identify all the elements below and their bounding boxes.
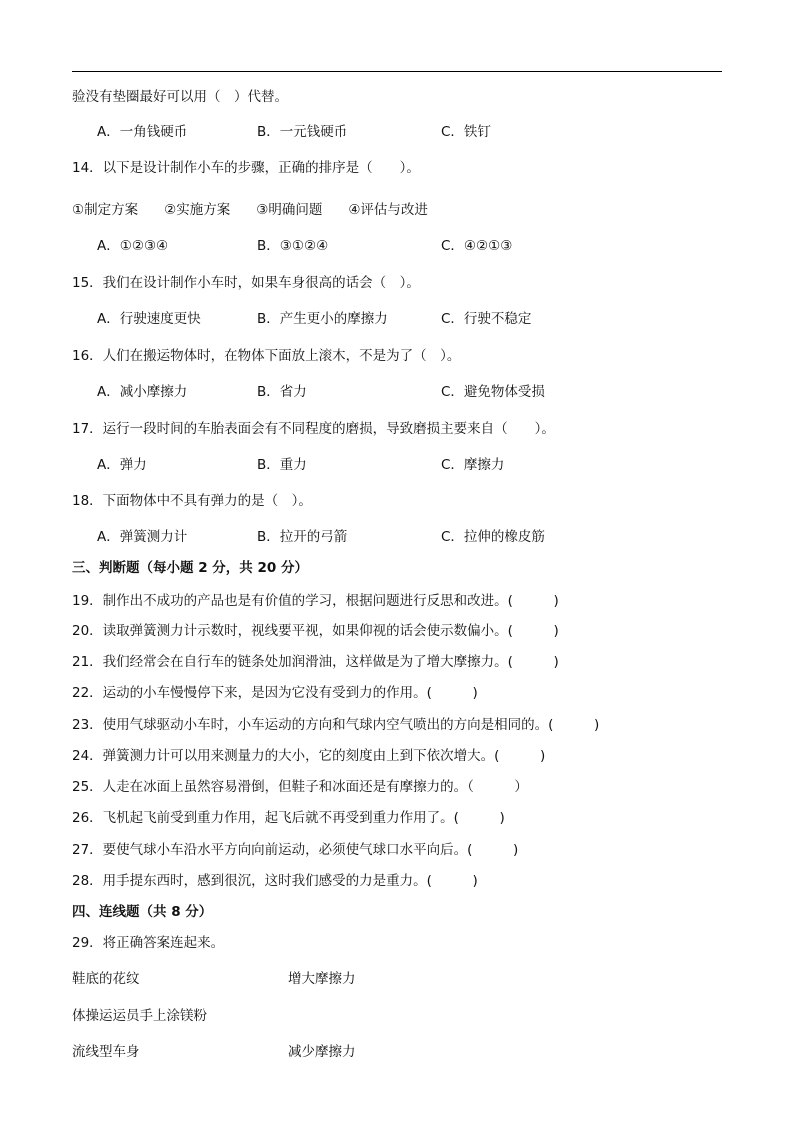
q15-option-a: A．行驶速度更快 xyxy=(97,311,201,327)
q14-step-4: ④评估与改进 xyxy=(348,202,428,218)
judge-item-25: 25．人走在冰面上虽然容易滑倒，但鞋子和冰面还是有摩擦力的。（ ） xyxy=(72,779,528,795)
q16-option-a: A．减小摩擦力 xyxy=(97,384,188,400)
q14-option-c: C．④②①③ xyxy=(441,238,513,254)
section-3-heading: 三、判断题（每小题 2 分，共 20 分） xyxy=(72,560,308,576)
q17-option-b: B．重力 xyxy=(257,457,307,473)
section-4-heading: 四、连线题（共 8 分） xyxy=(72,904,213,920)
q17-option-a: A．弹力 xyxy=(97,457,147,473)
q29-stem: 29．将正确答案连起来。 xyxy=(72,935,225,951)
q14-option-b: B．③①②④ xyxy=(257,238,329,254)
match-left-2: 体操运运员手上涂镁粉 xyxy=(72,1008,207,1024)
q18-option-c: C．拉伸的橡皮筋 xyxy=(441,529,545,545)
q14-steps xyxy=(72,201,454,219)
judge-item-24: 24．弹簧测力计可以用来测量力的大小，它的刻度由上到下依次增大。( ) xyxy=(72,748,546,764)
match-right-1: 增大摩擦力 xyxy=(288,971,356,987)
q18-stem: 18．下面物体中不具有弹力的是（ ）。 xyxy=(72,493,312,509)
q17-stem: 17．运行一段时间的车胎表面会有不同程度的磨损，导致磨损主要来自（ ）。 xyxy=(72,421,555,437)
judge-item-20: 20．读取弹簧测力计示数时，视线要平视，如果仰视的话会使示数偏小。( ) xyxy=(72,623,559,639)
q16-option-b: B．省力 xyxy=(257,384,307,400)
q14-step-2: ②实施方案 xyxy=(164,202,231,218)
q13-option-c: C．铁钉 xyxy=(441,124,491,140)
header-rule xyxy=(72,71,722,72)
q14-step-1: ①制定方案 xyxy=(72,202,139,218)
q14-step-3: ③明确问题 xyxy=(256,202,323,218)
judge-item-26: 26．飞机起飞前受到重力作用，起飞后就不再受到重力作用了。( ) xyxy=(72,810,505,826)
q16-option-c: C．避免物体受损 xyxy=(441,384,545,400)
match-left-1: 鞋底的花纹 xyxy=(72,971,140,987)
match-left-3: 流线型车身 xyxy=(72,1044,140,1060)
q18-option-b: B．拉开的弓箭 xyxy=(257,529,348,545)
q15-stem: 15．我们在设计制作小车时，如果车身很高的话会（ ）。 xyxy=(72,275,420,291)
q17-option-c: C．摩擦力 xyxy=(441,457,505,473)
judge-item-27: 27．要使气球小车沿水平方向向前运动，必须使气球口水平向后。( ) xyxy=(72,842,519,858)
match-right-2: 减少摩擦力 xyxy=(288,1044,356,1060)
q18-option-a: A．弹簧测力计 xyxy=(97,529,188,545)
judge-item-22: 22．运动的小车慢慢停下来，是因为它没有受到力的作用。( ) xyxy=(72,685,478,701)
q14-option-a: A．①②③④ xyxy=(97,238,169,254)
judge-item-28: 28．用手提东西时，感到很沉，这时我们感受的力是重力。( ) xyxy=(72,873,478,889)
q15-option-b: B．产生更小的摩擦力 xyxy=(257,311,388,327)
q15-option-c: C．行驶不稳定 xyxy=(441,311,532,327)
q16-stem: 16．人们在搬运物体时，在物体下面放上滚木，不是为了（ ）。 xyxy=(72,348,461,364)
judge-item-23: 23．使用气球驱动小车时，小车运动的方向和气球内空气喷出的方向是相同的。( ) xyxy=(72,717,600,733)
judge-item-19: 19．制作出不成功的产品也是有价值的学习，根据问题进行反思和改进。( ) xyxy=(72,593,559,609)
q13-option-a: A．一角钱硬币 xyxy=(97,124,188,140)
q13-option-b: B．一元钱硬币 xyxy=(257,124,348,140)
q13-tail: 验没有垫圈最好可以用（ ）代替。 xyxy=(72,89,288,105)
q14-stem: 14．以下是设计制作小车的步骤，正确的排序是（ ）。 xyxy=(72,160,420,176)
judge-item-21: 21．我们经常会在自行车的链条处加润滑油，这样做是为了增大摩擦力。( ) xyxy=(72,654,559,670)
